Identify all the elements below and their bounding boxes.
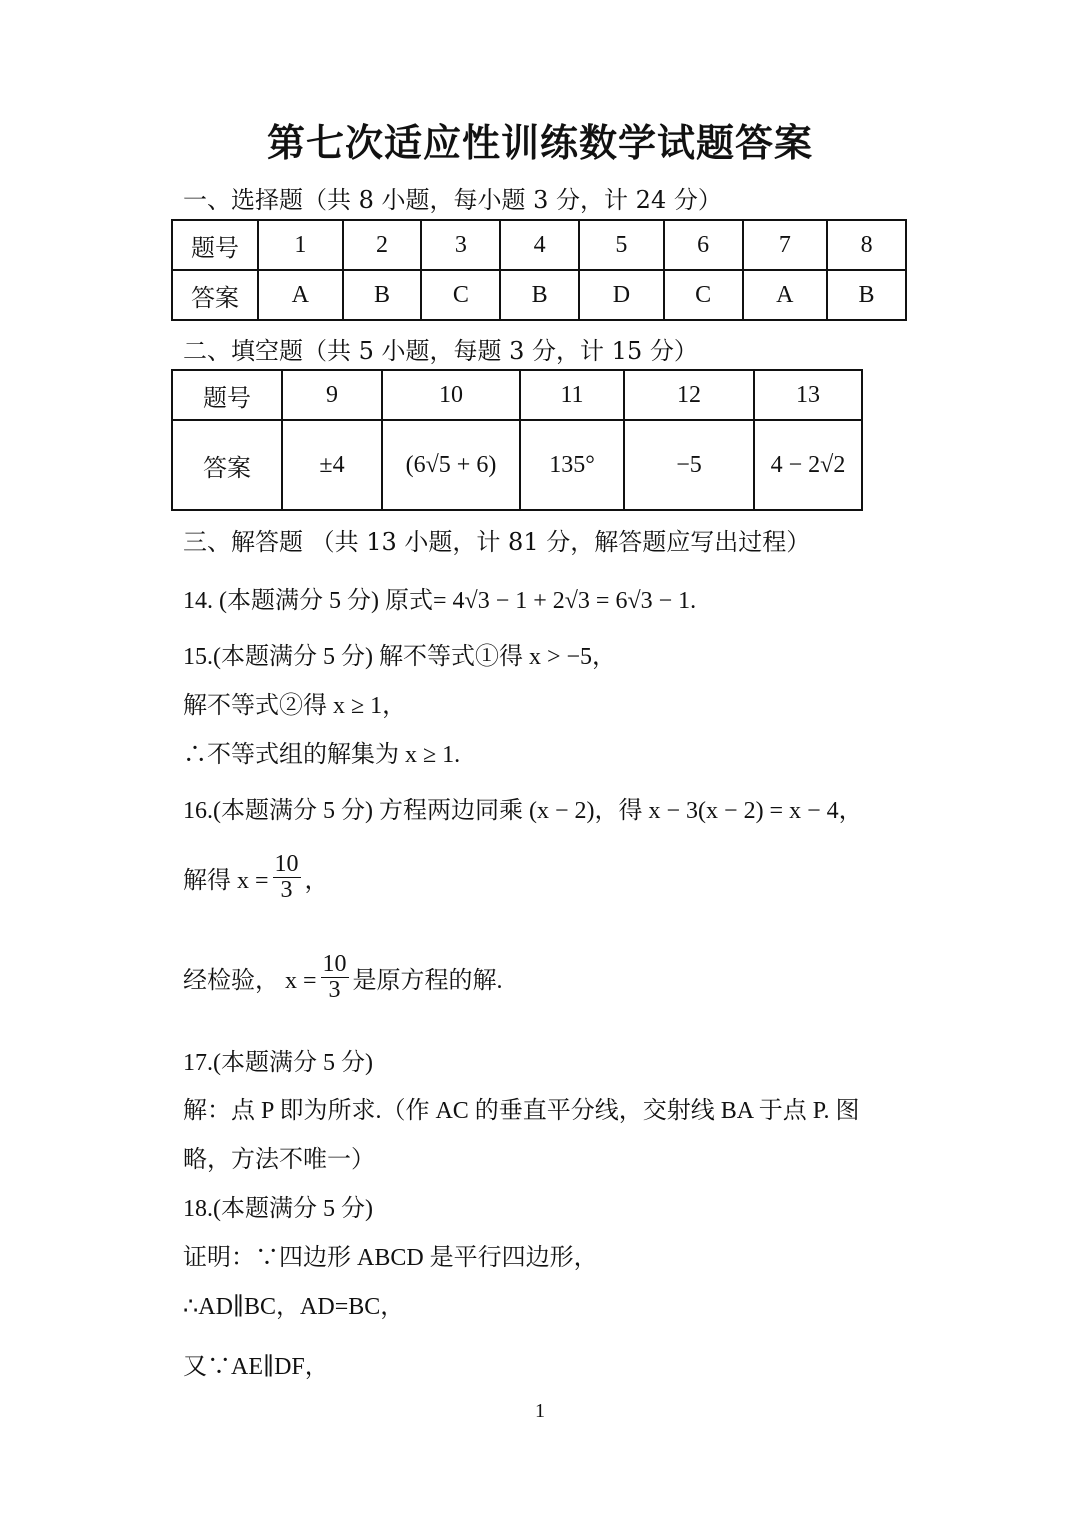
question-number: 13 [754, 370, 862, 420]
q17-line-3: 略，方法不唯一） [183, 1147, 375, 1173]
q14-solution: 14. (本题满分 5 分) 原式= 4√3 − 1 + 2√3 = 6√3 − 1. [183, 588, 697, 614]
question-number: 9 [282, 370, 382, 420]
row-header-question: 题号 [172, 370, 282, 420]
section-3-heading: 三、解答题 （共 13 小题，计 81 分，解答题应写出过程） [183, 528, 811, 556]
q16-check-prefix: 经检验， x = [183, 968, 317, 995]
answer-cell: B [827, 270, 906, 320]
row-header-question: 题号 [172, 220, 258, 270]
section-2-heading: 二、填空题（共 5 小题，每题 3 分，计 15 分） [183, 337, 698, 365]
answer-cell: −5 [624, 420, 754, 510]
document-title: 第七次适应性训练数学试题答案 [266, 120, 813, 165]
question-number: 6 [664, 220, 743, 270]
question-number: 8 [827, 220, 906, 270]
answer-cell: B [500, 270, 579, 320]
question-number: 7 [743, 220, 828, 270]
answer-cell: A [743, 270, 828, 320]
answer-cell: D [579, 270, 664, 320]
fraction-denominator: 3 [328, 977, 341, 1004]
question-number: 2 [343, 220, 422, 270]
q18-line-2: 证明：∵四边形 ABCD 是平行四边形， [183, 1245, 598, 1271]
table-row [172, 270, 906, 320]
row-header-answer: 答案 [172, 420, 282, 510]
fraction-numerator: 10 [322, 951, 347, 977]
answer-cell: C [664, 270, 743, 320]
q15-line-2: 解不等式②得 x ≥ 1， [183, 693, 407, 719]
answer-cell: B [343, 270, 422, 320]
q17-line-1: 17.(本题满分 5 分) [183, 1050, 373, 1076]
question-number: 11 [520, 370, 624, 420]
q16-check-suffix: 是原方程的解. [352, 968, 503, 995]
question-number: 3 [421, 220, 500, 270]
q18-line-4: 又∵AE∥DF， [183, 1354, 329, 1380]
question-number: 4 [500, 220, 579, 270]
q16-line-2 [183, 852, 329, 903]
q16-line-1: 16.(本题满分 5 分) 方程两边同乘 (x − 2)，得 x − 3(x − 2) = x − 4， [183, 798, 863, 824]
multiple-choice-table [171, 219, 907, 321]
fraction-numerator: 10 [274, 851, 299, 877]
q17-line-2: 解：点 P 即为所求.（作 AC 的垂直平分线，交射线 BA 于点 P. 图 [183, 1098, 860, 1124]
question-number: 1 [258, 220, 343, 270]
answer-cell: C [421, 270, 500, 320]
page-number: 1 [535, 1400, 545, 1422]
answer-cell: A [258, 270, 343, 320]
q16-solve-prefix: 解得 x = [183, 868, 269, 895]
fraction [273, 852, 301, 903]
q15-line-1: 15.(本题满分 5 分) 解不等式①得 x > −5， [183, 644, 617, 670]
section-1-heading: 一、选择题（共 8 小题，每小题 3 分，计 24 分） [183, 186, 722, 214]
fraction [321, 952, 349, 1003]
table-row [172, 220, 906, 270]
question-number: 12 [624, 370, 754, 420]
fill-blank-table [171, 369, 863, 511]
question-number: 10 [382, 370, 520, 420]
q18-line-3: ∴AD∥BC，AD=BC， [183, 1294, 405, 1320]
q15-line-3: ∴不等式组的解集为 x ≥ 1. [183, 742, 461, 768]
answer-cell: 4 − 2√2 [754, 420, 862, 510]
table-row [172, 420, 862, 510]
answer-cell: (6√5 + 6) [382, 420, 520, 510]
question-number: 5 [579, 220, 664, 270]
row-header-answer: 答案 [172, 270, 258, 320]
q16-solve-suffix: ， [304, 868, 329, 895]
answer-cell: 135° [520, 420, 624, 510]
fraction-denominator: 3 [280, 877, 293, 904]
q18-line-1: 18.(本题满分 5 分) [183, 1196, 373, 1222]
answer-cell: ±4 [282, 420, 382, 510]
q16-line-3 [183, 952, 503, 1003]
table-row [172, 370, 862, 420]
